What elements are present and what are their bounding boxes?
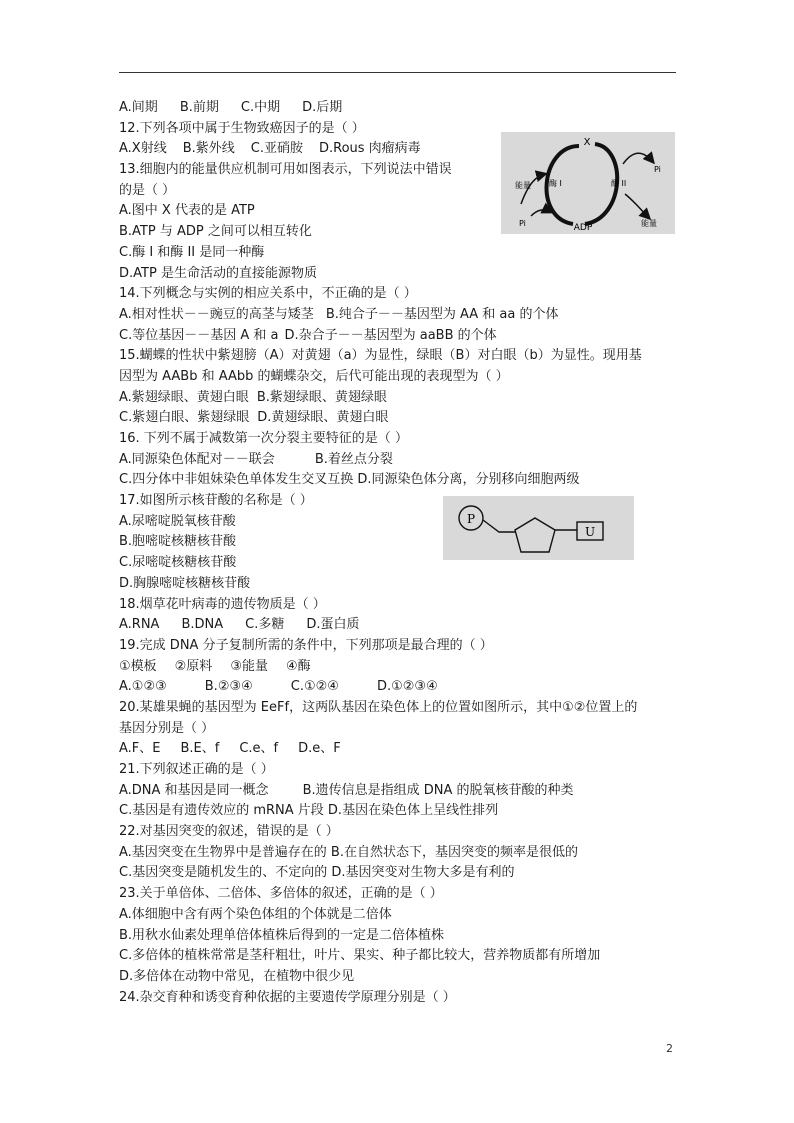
text-segment: 因型为 AABb 和 AAbb 的蝴蝶杂交，后代可能出现的表现型为（ ） [119,368,509,384]
text-segment: A.DNA 和基因是同一概念 [119,782,269,798]
text-line [119,574,679,595]
text-segment: 17.如图所示核苷酸的名称是（ ） [119,493,313,509]
energy-out-label: 能量 [641,219,657,228]
text-segment: C.多倍体的植株常常是茎秆粗壮，叶片、果实、种子都比较大，营养物质都有所增加 [119,948,601,964]
text-segment: 14.下列概念与实例的相应关系中，不正确的是（ ） [119,286,417,302]
phosphate-label: P [466,512,476,526]
text-segment: A.相对性状－－豌豆的高茎与矮茎 [119,306,314,322]
text-segment: 21.下列叙述正确的是（ ） [119,762,274,777]
text-segment: A.基因突变在生物界中是普遍存在的 B.在自然状态下，基因突变的频率是很低的 [119,844,578,860]
text-segment: D.蛋白质 [306,617,360,633]
text-segment: C.亚硝胺 [250,141,303,157]
text-line [119,988,679,1009]
text-line [119,863,679,884]
text-segment: C.酶 I 和酶 II 是同一种酶 [119,244,265,260]
enzyme1-label: 酶 I [549,179,562,188]
text-line [119,243,679,264]
text-line [119,470,679,491]
text-line [119,367,679,388]
text-line [119,801,679,822]
text-segment: B.前期 [179,100,219,115]
text-segment: D.多倍体在动物中常见，在植物中很少见 [119,968,355,984]
x-label: X [583,137,591,148]
text-line [119,615,679,636]
text-segment: A.体细胞中含有两个染色体组的个体就是二倍体 [119,906,392,922]
energy-out-arrow [625,194,649,218]
text-segment: 基因分别是（ ） [119,720,215,736]
text-segment: A.F、E [119,741,161,757]
text-segment: B.胞嘧啶核糖核苷酸 [119,534,237,550]
text-segment: C.尿嘧啶核糖核苷酸 [119,555,237,571]
text-segment: D.①②③④ [376,679,438,695]
text-segment: A.尿嘧啶脱氧核苷酸 [119,513,236,529]
pi-in-label: Pi [519,219,526,228]
text-segment: C.等位基因－－基因 A 和 a [119,327,279,343]
text-line [119,739,679,760]
text-segment: 24.杂交育种和诱变育种依据的主要遗传学原理分别是（ ） [119,989,456,1005]
text-segment: C.中期 [240,100,281,115]
text-segment: C.紫翅白眼、紫翅绿眼 [119,410,250,426]
adp-label: ADP [573,223,593,233]
text-line [119,264,679,285]
text-line [119,429,679,450]
text-line [119,967,679,988]
text-line [119,636,679,657]
text-segment: D.Rous 肉瘤病毒 [318,141,421,157]
text-line [119,926,679,947]
text-line [119,760,679,781]
text-segment: B.ATP 与 ADP 之间可以相互转化 [119,224,312,240]
enzyme2-label: 酶 II [611,179,627,188]
header-rule [119,72,676,73]
text-segment: A.间期 [119,100,158,115]
text-segment: B.纯合子－－基因型为 AA 和 aa 的个体 [325,306,559,322]
text-line [119,326,679,347]
text-segment: C.基因是有遗传效应的 mRNA 片段 D.基因在染色体上呈线性排列 [119,803,499,819]
text-line [119,595,679,616]
text-segment: D.e、F [298,741,341,757]
text-segment: D.胸腺嘧啶核糖核苷酸 [119,575,251,591]
text-segment: ④酶 [285,658,311,674]
text-segment: 13.细胞内的能量供应机制可用如图表示，下列说法中错误 [119,162,452,178]
text-line [119,946,679,967]
pi-in-arrow [531,210,551,216]
text-segment: A.X射线 [119,141,167,157]
text-segment: D.杂合子－－基因型为 aaBB 的个体 [284,327,497,343]
text-line [119,305,679,326]
text-segment: A.同源染色体配对－－联会 [119,451,275,467]
text-segment: A.①②③ [119,679,167,695]
text-segment: 23.关于单倍体、二倍体、多倍体的叙述，正确的是（ ） [119,886,443,902]
text-segment: C.①②④ [290,679,339,695]
text-line [119,905,679,926]
text-line [119,346,679,367]
text-segment: B.紫外线 [182,141,235,157]
text-segment: 15.蝴蝶的性状中紫翅膀（A）对黄翅（a）为显性，绿眼（B）对白眼（b）为显性。现用基 [119,348,642,364]
text-segment: C.基因突变是随机发生的、不定向的 D.基因突变对生物大多是有利的 [119,865,515,881]
text-segment: D.后期 [302,100,343,115]
text-segment: B.遗传信息是指组成 DNA 的脱氧核苷酸的种类 [302,782,574,798]
text-line [119,698,679,719]
text-segment: A.RNA [119,617,160,633]
text-line [119,388,679,409]
text-segment: D.ATP 是生命活动的直接能源物质 [119,265,317,281]
energy-in-label: 能量 [515,181,531,190]
pi-out-label: Pi [654,165,661,174]
text-segment: C.e、f [239,741,279,757]
text-segment: B.②③④ [204,679,253,695]
text-segment: B.E、f [180,741,220,757]
text-line [119,884,679,905]
text-segment: 的是（ ） [119,182,176,198]
text-line [119,450,679,471]
text-line [119,677,679,698]
text-line [119,284,679,305]
text-segment: ①模板 [119,658,157,674]
base-label: U [584,525,596,539]
text-segment: B.用秋水仙素处理单倍体植株后得到的一定是二倍体植株 [119,927,445,943]
text-segment: 19.完成 DNA 分子复制所需的条件中，下列那项是最合理的（ ） [119,637,493,653]
text-segment: 18.烟草花叶病毒的遗传物质是（ ） [119,596,326,612]
text-segment: 20.某雄果蝇的基因型为 EeFf，这两队基因在染色体上的位置如图所示，其中①②位置上的 [119,699,638,715]
phosphate-bond [483,520,515,532]
text-segment: A.图中 X 代表的是 ATP [119,203,255,219]
text-line [119,781,679,802]
text-segment: 16. 下列不属于减数第一次分裂主要特征的是（ ） [119,431,408,446]
text-segment: C.多糖 [245,617,285,633]
text-segment: 12.下列各项中属于生物致癌因子的是（ ） [119,120,365,136]
pi-out-arrow [623,153,653,164]
text-segment: D.黄翅绿眼、黄翅白眼 [257,410,389,426]
nucleotide-diagram [443,496,634,560]
text-line [119,843,679,864]
nucleotide-figure [443,496,634,560]
atp-adp-cycle-figure [501,132,675,234]
text-segment: B.着丝点分裂 [314,451,393,467]
text-segment: B.DNA [181,617,224,633]
text-segment: B.紫翅绿眼、黄翅绿眼 [256,389,387,405]
text-line [119,719,679,740]
text-segment: ③能量 [230,658,268,674]
pentose-ring [515,518,555,552]
text-line [119,822,679,843]
text-segment: C.四分体中非姐妹染色单体发生交叉互换 D.同源染色体分离，分别移向细胞两级 [119,472,580,488]
page-number: 2 [666,1042,673,1055]
text-segment: 22.对基因突变的叙述，错误的是（ ） [119,824,339,840]
atp-adp-cycle-diagram [501,132,675,234]
text-line [119,657,679,678]
text-segment: A.紫翅绿眼、黄翅白眼 [119,389,249,405]
text-line [119,98,679,119]
text-line [119,408,679,429]
text-segment: ②原料 [174,658,213,674]
